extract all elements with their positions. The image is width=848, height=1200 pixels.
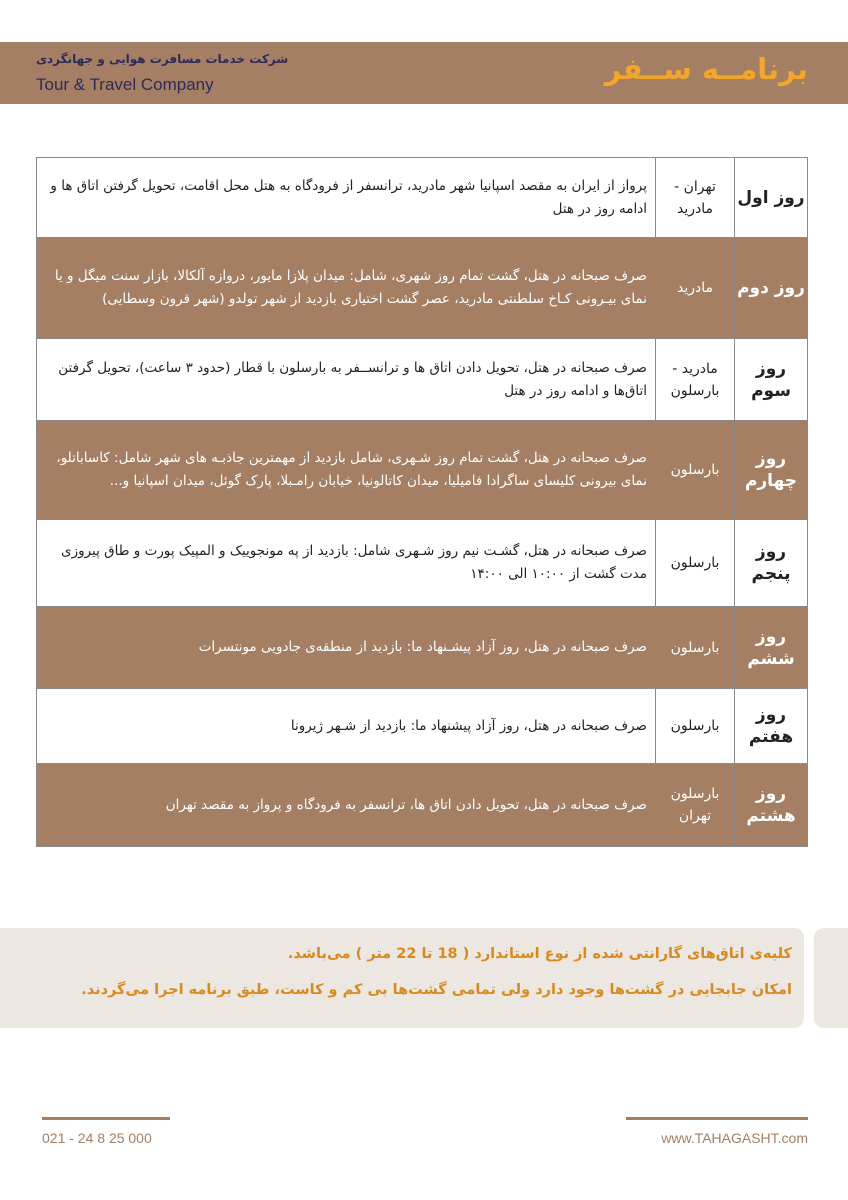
table-row xyxy=(37,421,808,520)
table-row xyxy=(37,238,808,339)
day-cell: روز دوم xyxy=(735,238,808,339)
city-cell: مادرید - بارسلون xyxy=(656,339,735,421)
description-cell xyxy=(37,520,656,607)
footer-divider-left xyxy=(42,1117,170,1120)
day-cell: روز هفتم xyxy=(735,689,808,764)
footer-divider-right xyxy=(626,1117,808,1120)
description-cell: پرواز از ایران به مقصد اسپانیا شهر مادرید، ترانسفر از فرودگاه به هتل محل اقامت، تحویل گرفتن اتاق ها و ادامه روز در هتل xyxy=(37,158,656,238)
description-cell: صرف صبحانه در هتل، روز آزاد پیشنهاد ما: بازدید از شـهر ژیرونا xyxy=(37,689,656,764)
company-name-persian: شرکت خدمات مسافرت هوایی و جهانگردی xyxy=(36,52,289,66)
notes-box-tab xyxy=(814,928,848,1028)
city-cell: بارسلون xyxy=(656,689,735,764)
table-row xyxy=(37,689,808,764)
website-link[interactable]: www.TAHAGASHT.com xyxy=(661,1130,808,1146)
note-room-standard: کلیه‌ی اتاق‌های گارانتی شده از نوع استاندارد ( 18 تا 22 متر ) می‌باشد. xyxy=(287,946,792,962)
description-cell: صرف صبحانه در هتل، تحویل دادن اتاق ها، ترانسفر به فرودگاه و پرواز به مقصد تهران xyxy=(37,764,656,847)
day-cell: روز چهارم xyxy=(735,421,808,520)
city-cell: بارسلون xyxy=(656,607,735,689)
itinerary-table xyxy=(36,157,808,847)
city-cell: تهران - مادرید xyxy=(656,158,735,238)
notes-box xyxy=(0,928,804,1028)
company-name-english: Tour & Travel Company xyxy=(36,75,214,94)
page-title: برنامــه ســفر xyxy=(604,52,808,86)
table-row xyxy=(37,339,808,421)
note-tour-changes: امکان جابجایی در گشت‌ها وجود دارد ولی تمامی گشت‌ها بی کم و کاست، طبق برنامه اجرا می‌گردند. xyxy=(81,982,792,998)
day-cell: روز ششم xyxy=(735,607,808,689)
description-cell: صرف صبحانه در هتل، تحویل دادن اتاق ها و ترانســفر به بارسلون با قطار (حدود ۳ ساعت)، تحویل گرفتن اتاق‌ها و ادامه روز در هتل xyxy=(37,339,656,421)
day-cell: روز سوم xyxy=(735,339,808,421)
city-cell: بارسلون xyxy=(656,520,735,607)
description-cell: صرف صبحانه در هتل، گشت تمام روز شهری، شامل: میدان پلازا مایور، دروازه آلکالا، بازار سنت میگل و یا نمای بیـرونی کـاخ سلطنتی مادرید، عصر گشت اختیاری بازدید از شهر تولدو (شهر قرون وسطایی) xyxy=(37,238,656,339)
table-row xyxy=(37,764,808,847)
day-cell: روز هشتم xyxy=(735,764,808,847)
city-cell: بارسلون تهران xyxy=(656,764,735,847)
description-cell: صرف صبحانه در هتل، گشت تمام روز شـهری، شامل بازدید از مهمترین جاذبـه های شهر شامل: کاساباتلو، نمای بیرونی کلیسای ساگرادا فامیلیا، میدان کاتالونیا، خیابان رامـبلا، پارک گوئل، میدان اسپانیا و... xyxy=(37,421,656,520)
description-text: صرف صبحانه در هتل، گشـت نیم روز شـهری شامل: بازدید از په مونجوییک و المپیک پورت و طاق پیروزی xyxy=(61,543,647,559)
description-cell: صرف صبحانه در هتل، روز آزاد پیشـنهاد ما: بازدید از منطقه‌ی جادویی مونتسرات xyxy=(37,607,656,689)
table-row xyxy=(37,607,808,689)
day-cell: روز پنجم xyxy=(735,520,808,607)
table-row xyxy=(37,520,808,607)
tour-duration: مدت گشت از ۱۰:۰۰ الی ۱۴:۰۰ xyxy=(470,566,647,582)
phone-number: 021 - 24 8 25 000 xyxy=(42,1130,152,1146)
table-row xyxy=(37,158,808,238)
city-cell: بارسلون xyxy=(656,421,735,520)
day-cell: روز اول xyxy=(735,158,808,238)
city-cell: مادرید xyxy=(656,238,735,339)
